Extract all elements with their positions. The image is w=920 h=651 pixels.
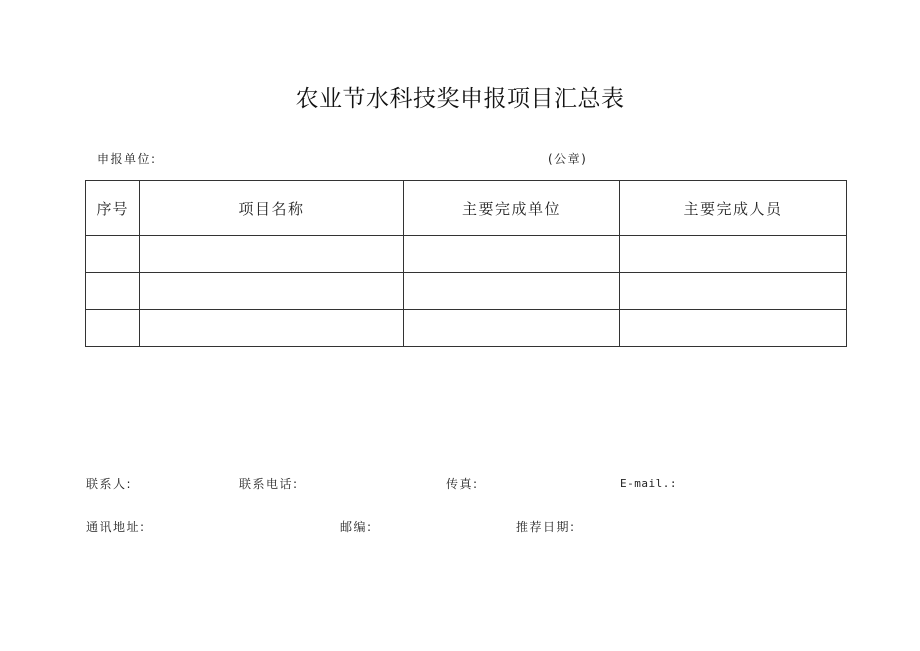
cell-main-unit[interactable] [404, 236, 620, 273]
cell-project-name[interactable] [140, 310, 404, 347]
cell-main-personnel[interactable] [620, 236, 847, 273]
cell-serial-number[interactable] [86, 236, 140, 273]
header-main-personnel: 主要完成人员 [620, 181, 847, 236]
project-summary-table [85, 180, 847, 347]
cell-main-unit[interactable] [404, 310, 620, 347]
cell-main-personnel[interactable] [620, 310, 847, 347]
fax-label: 传真: [446, 477, 479, 491]
header-main-unit: 主要完成单位 [404, 181, 620, 236]
header-project-name: 项目名称 [140, 181, 404, 236]
cell-serial-number[interactable] [86, 273, 140, 310]
cell-main-personnel[interactable] [620, 273, 847, 310]
postcode-label: 邮编: [340, 520, 373, 534]
cell-serial-number[interactable] [86, 310, 140, 347]
applicant-unit-label: 申报单位: [97, 152, 157, 166]
table-header-row [86, 181, 847, 236]
cell-project-name[interactable] [140, 236, 404, 273]
contact-person-label: 联系人: [86, 477, 133, 491]
mailing-address-label: 通讯地址: [86, 520, 146, 534]
email-label: E-mail.: [620, 477, 677, 490]
cell-main-unit[interactable] [404, 273, 620, 310]
document-title: 农业节水科技奖申报项目汇总表 [295, 86, 625, 112]
table-row [86, 310, 847, 347]
contact-phone-label: 联系电话: [239, 477, 299, 491]
recommendation-date-label: 推荐日期: [516, 520, 576, 534]
official-seal-label: (公章) [548, 152, 588, 166]
table-row [86, 273, 847, 310]
header-serial-number: 序号 [86, 181, 140, 236]
table-row [86, 236, 847, 273]
cell-project-name[interactable] [140, 273, 404, 310]
